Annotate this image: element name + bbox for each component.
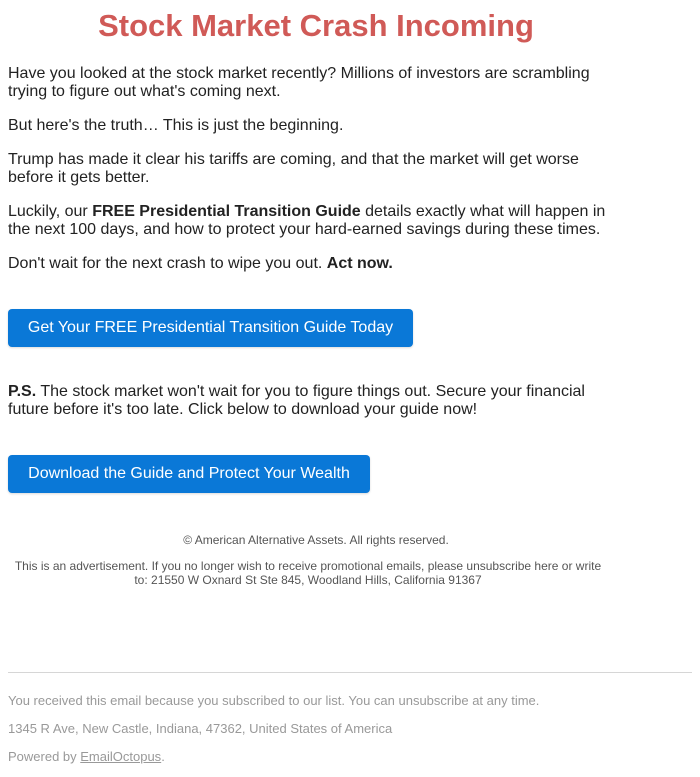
get-guide-button[interactable]: Get Your FREE Presidential Transition Guide Today xyxy=(8,309,413,347)
act-now-bold: Act now. xyxy=(326,255,393,272)
footer-divider xyxy=(8,672,692,673)
ps-paragraph xyxy=(8,383,618,419)
truth-paragraph: But here's the truth… This is just the beginning. xyxy=(8,117,344,134)
subscription-note: You received this email because you subscribed to our list. You can unsubscribe at any time. xyxy=(8,693,540,708)
powered-by-prefix: Powered by xyxy=(8,749,81,764)
emailoctopus-link[interactable]: EmailOctopus xyxy=(80,749,162,764)
guide-paragraph xyxy=(8,203,618,239)
guide-paragraph-start: Luckily, our xyxy=(8,203,93,220)
guide-name: FREE Presidential Transition Guide xyxy=(92,203,361,220)
advertisement-disclaimer: This is an advertisement. If you no longer wish to receive promotional emails, please unsubscribe here or write to: 21550 W Oxnard St Ste 845, Woodland Hills, California 91367 xyxy=(14,559,602,587)
download-guide-button[interactable]: Download the Guide and Protect Your Wealth xyxy=(8,455,370,493)
email-title: Stock Market Crash Incoming xyxy=(98,8,534,43)
intro-paragraph: Have you looked at the stock market recently? Millions of investors are scrambling trying to figure out what's coming next. xyxy=(8,65,590,100)
powered-by xyxy=(8,749,165,764)
ps-label: P.S. xyxy=(8,383,37,400)
ps-text: The stock market won't wait for you to figure things out. Secure your financial future before it's too late. Click below to download your guide now! xyxy=(8,383,585,418)
act-now-text: Don't wait for the next crash to wipe you out. xyxy=(8,255,327,272)
act-now-paragraph xyxy=(8,255,618,273)
powered-by-suffix: . xyxy=(161,749,165,764)
tariffs-paragraph: Trump has made it clear his tariffs are coming, and that the market will get worse before it gets better. xyxy=(8,151,579,186)
guide-paragraph-end: details exactly what will happen in the next 100 days, and how to protect your hard-earned savings during these times. xyxy=(8,203,606,238)
sender-address: 1345 R Ave, New Castle, Indiana, 47362, United States of America xyxy=(8,721,393,736)
copyright-text: © American Alternative Assets. All rights reserved. xyxy=(183,533,449,547)
